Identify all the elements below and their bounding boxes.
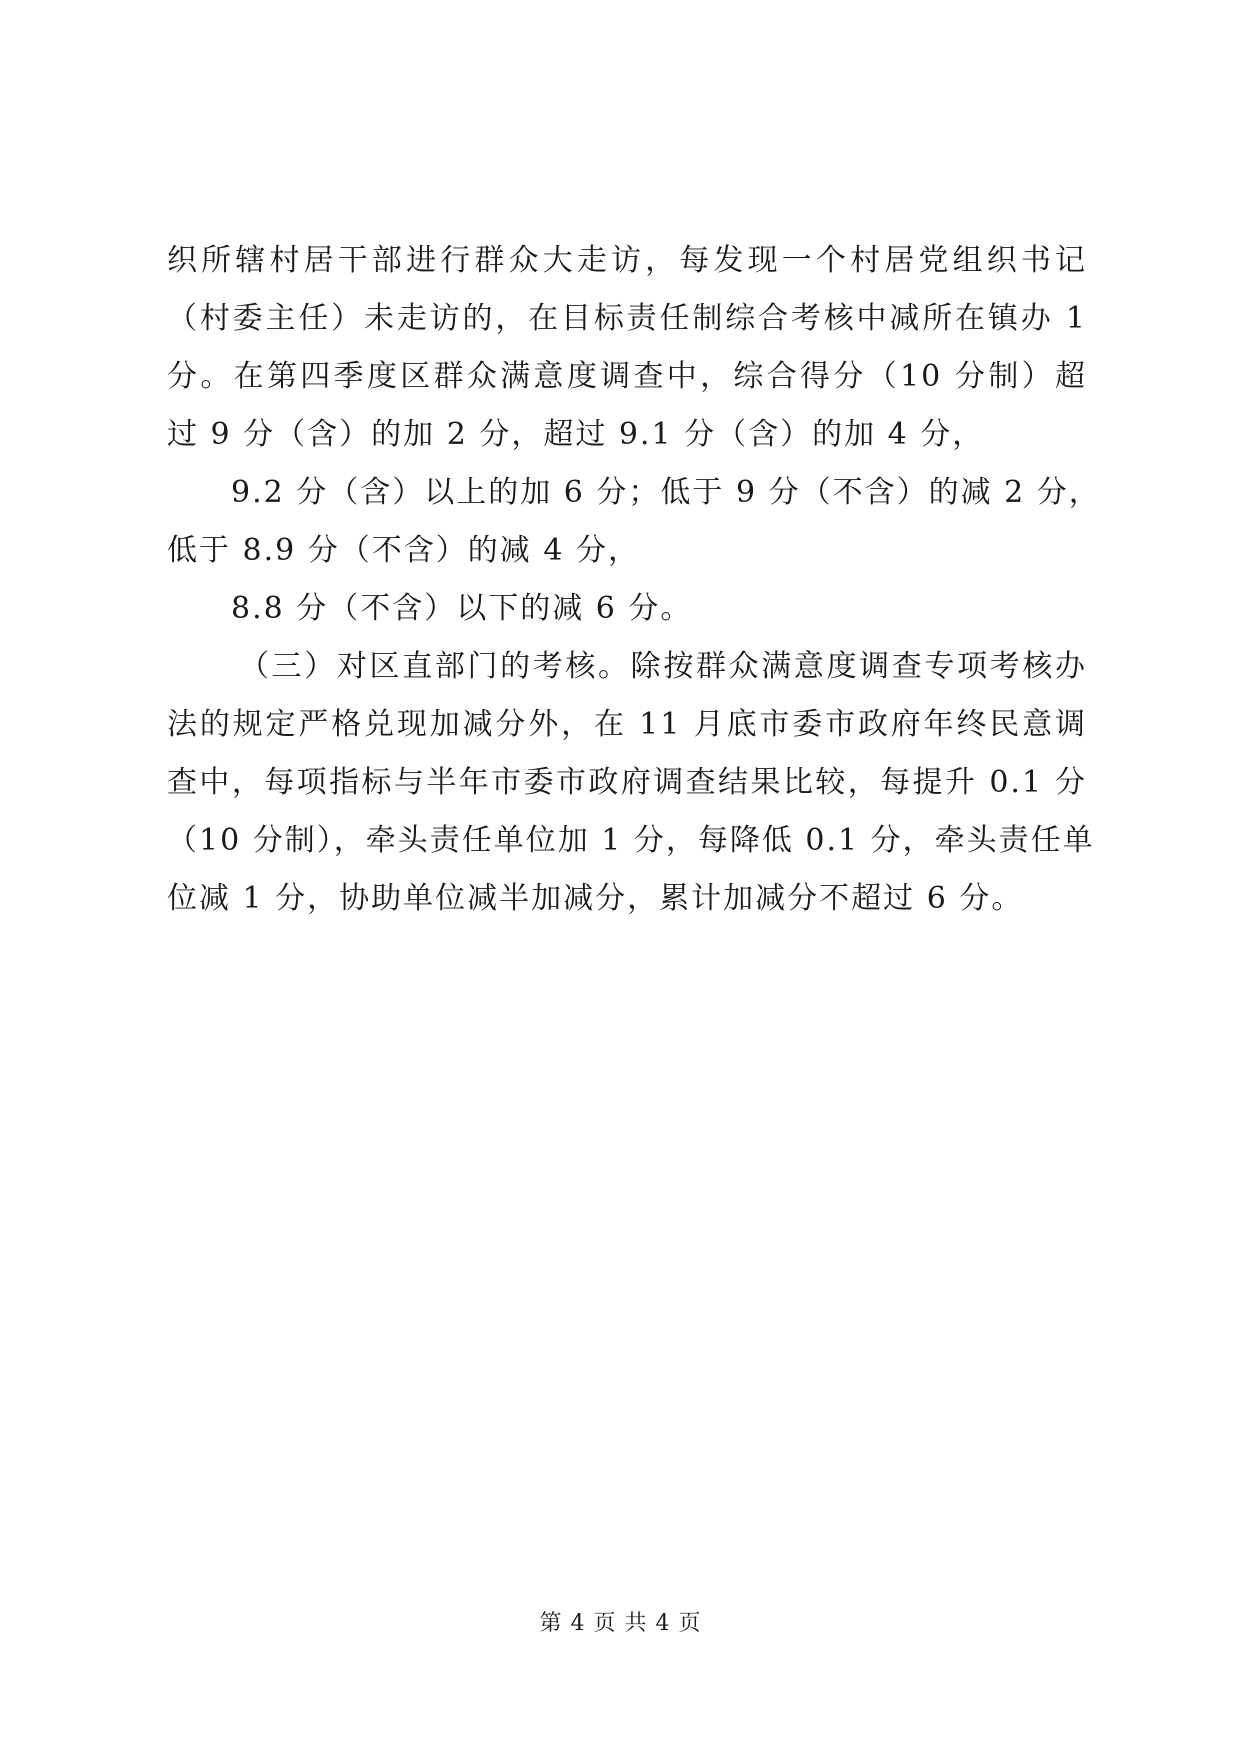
paragraph-line: 9.2 分（含）以上的加 6 分；低于 9 分（不含）的减 2 分， [231,475,1101,510]
paragraph-line: 法的规定严格兑现加减分外，在 11 月底市委市政府年终民意调 [167,707,1087,742]
paragraph-line: 位减 1 分，协助单位减半加减分，累计加减分不超过 6 分。 [167,881,1024,916]
paragraph-line: 织所辖村居干部进行群众大走访，每发现一个村居党组织书记 [167,243,1087,278]
body-text [167,232,1101,928]
paragraph-line: （村委主任）未走访的，在目标责任制综合考核中减所在镇办 1 [167,301,1087,336]
paragraph-line: 查中，每项指标与半年市委市政府调查结果比较，每提升 0.1 分 [167,765,1087,800]
paragraph-line: （三）对区直部门的考核。除按群众满意度调查专项考核办 [239,649,1087,684]
paragraph-line: 低于 8.9 分（不含）的减 4 分， [167,533,640,568]
paragraph-line: （10 分制），牵头责任单位加 1 分，每降低 0.1 分，牵头责任单 [167,823,1095,858]
paragraph-line: 分。在第四季度区群众满意度调查中，综合得分（10 分制）超 [167,359,1087,394]
paragraph-line: 8.8 分（不含）以下的减 6 分。 [231,591,693,626]
paragraph-line: 过 9 分（含）的加 2 分，超过 9.1 分（含）的加 4 分， [167,417,985,452]
page-footer: 第 4 页 共 4 页 [539,1611,702,1636]
